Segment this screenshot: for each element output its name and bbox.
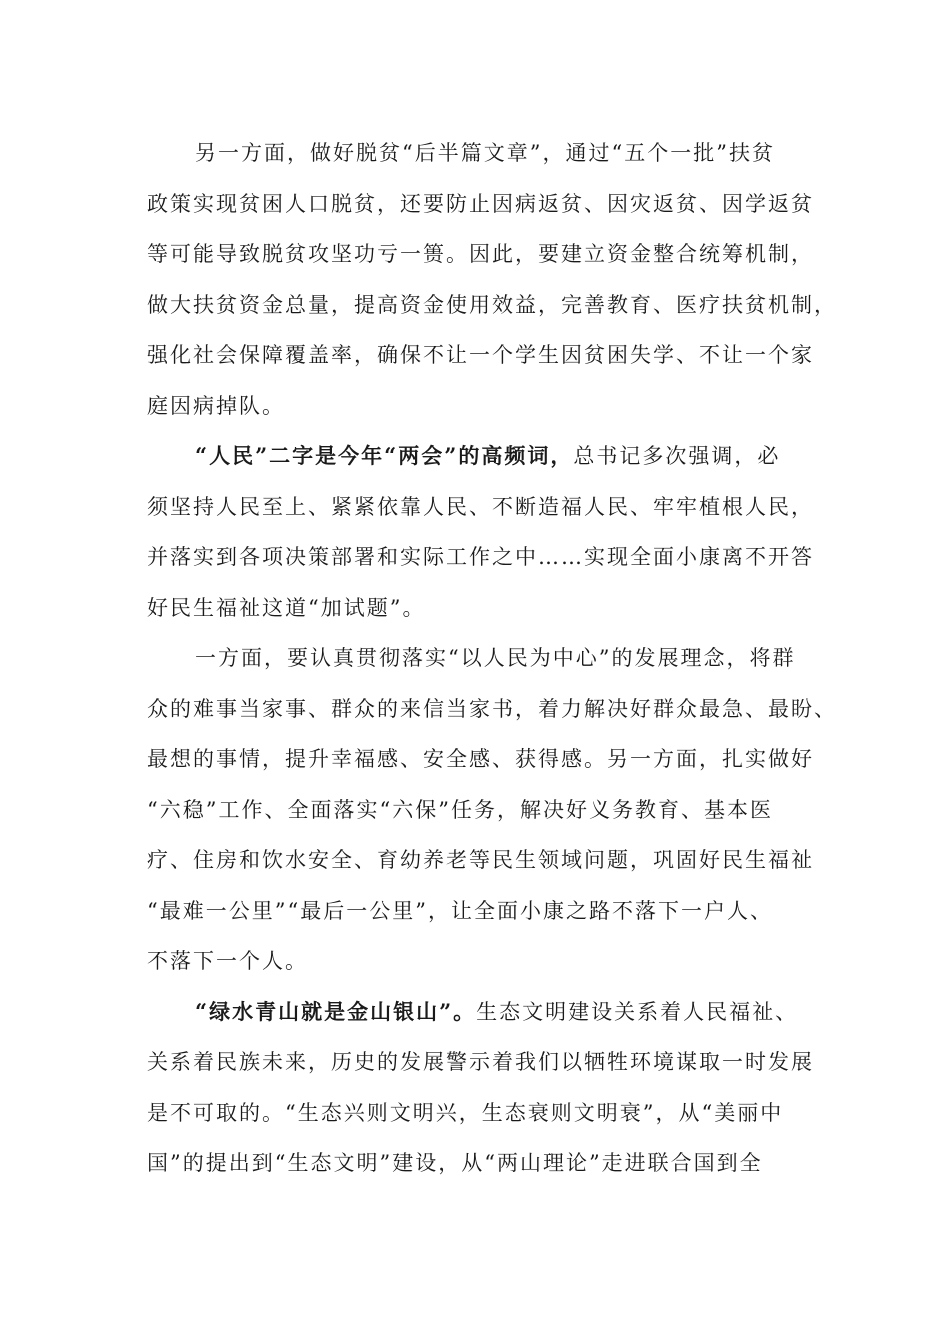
paragraph-first-line (147, 431, 827, 482)
bold-lead-phrase: “人民”二字是今年“两会”的高频词， (195, 443, 574, 468)
paragraph-1 (147, 128, 837, 431)
paragraph-line: 另一方面，做好脱贫“后半篇文章”，通过“五个一批”扶贫 (195, 141, 775, 165)
document-body (147, 128, 837, 1189)
paragraph-4 (147, 987, 827, 1189)
paragraph-line: 不落下一个人。 (147, 949, 308, 973)
paragraph-line: 众的难事当家事、群众的来信当家书，着力解决好群众最急、最盼、 (147, 696, 837, 721)
paragraph-line: 庭因病掉队。 (147, 393, 285, 418)
paragraph-line: 好民生福祉这道“加试题”。 (147, 595, 426, 620)
paragraph-line: 是不可取的。“生态兴则文明兴，生态衰则文明衰”，从“美丽中 (147, 1100, 784, 1125)
paragraph-2 (147, 431, 827, 633)
paragraph-line: 强化社会保障覆盖率，确保不让一个学生因贫困失学、不让一个家 (147, 343, 814, 367)
paragraph-line: 政策实现贫困人口脱贫，还要防止因病返贫、因灾返贫、因学返贫 (147, 191, 814, 216)
paragraph-first-line (147, 987, 827, 1038)
paragraph-line: 做大扶贫资金总量，提高资金使用效益，完善教育、医疗扶贫机制， (147, 292, 837, 317)
bold-lead-phrase: “绿水青山就是金山银山”。 (195, 998, 477, 1024)
paragraph-line: 关系着民族未来，历史的发展警示着我们以牺牲环境谋取一时发展 (147, 1050, 814, 1074)
lead-continuation: 总书记多次强调，必 (573, 444, 781, 468)
paragraph-line: 并落实到各项决策部署和实际工作之中……实现全面小康离不开答 (147, 545, 814, 569)
paragraph-line: 等可能导致脱贫攻坚功亏一篑。因此，要建立资金整合统筹机制， (147, 242, 814, 266)
paragraph-line: 最想的事情，提升幸福感、安全感、获得感。另一方面，扎实做好 (147, 747, 814, 771)
paragraph-3 (147, 633, 837, 987)
paragraph-line: 须坚持人民至上、紧紧依靠人民、不断造福人民、牢牢植根人民， (147, 494, 814, 519)
paragraph-line: 疗、住房和饮水安全、育幼养老等民生领域问题，巩固好民生福祉 (147, 848, 814, 872)
paragraph-line: “最难一公里”“最后一公里”，让全面小康之路不落下一户人、 (147, 898, 773, 923)
lead-continuation: 生态文明建设关系着人民福祉、 (476, 999, 799, 1024)
paragraph-line: 国”的提出到“生态文明”建设，从“两山理论”走进联合国到全 (147, 1151, 763, 1175)
paragraph-line: 一方面，要认真贯彻落实“以人民为中心”的发展理念，将群 (195, 646, 796, 670)
paragraph-line: “六稳”工作、全面落实“六保”任务，解决好义务教育、基本医 (147, 797, 773, 822)
